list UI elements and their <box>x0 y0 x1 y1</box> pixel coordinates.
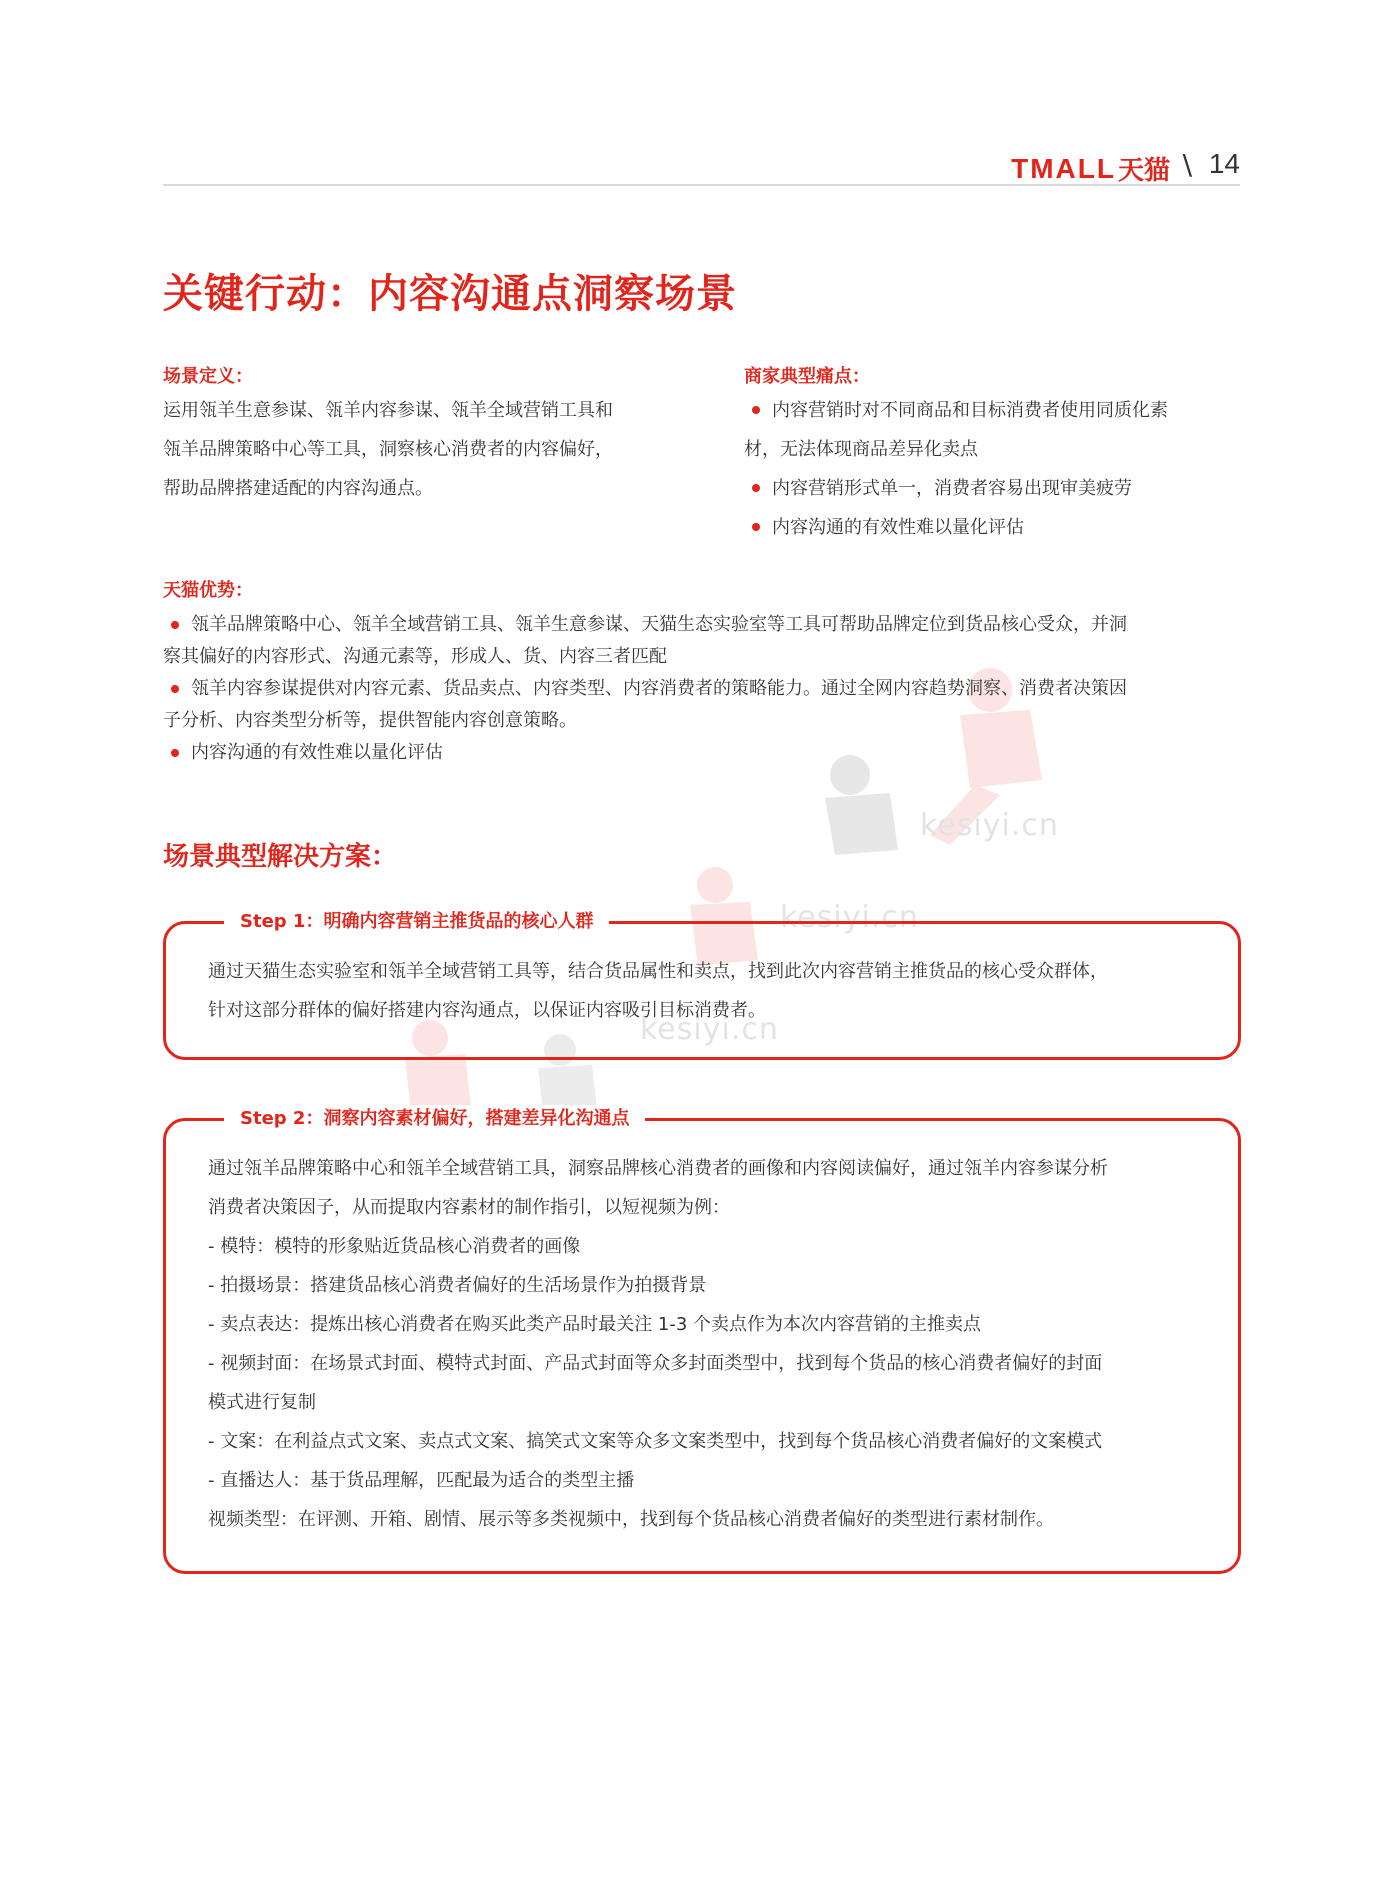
text-line: 内容营销形式单一，消费者容易出现审美疲劳 <box>772 478 1132 499</box>
solutions-title: 场景典型解决方案： <box>163 842 398 872</box>
bullet-dot-icon <box>171 621 179 629</box>
page-header <box>163 140 1240 186</box>
header-separator: \ <box>1182 148 1192 181</box>
watermark-text: kesiyi.cn <box>780 900 919 935</box>
watermark-text: kesiyi.cn <box>640 1012 779 1047</box>
list-item <box>163 737 1243 769</box>
brand-chinese: 天猫 <box>1117 156 1170 186</box>
bullet-dot-icon <box>752 523 760 531</box>
pain-points-list <box>744 391 1244 547</box>
text-line: - 直播达人：基于货品理解，匹配最为适合的类型主播 <box>208 1470 635 1491</box>
text-line: - 文案：在利益点式文案、卖点式文案、搞笑式文案等众多文案类型中，找到每个货品核心消费者偏好的文案模式 <box>208 1431 1103 1452</box>
watermark-text: kesiyi.cn <box>920 808 1059 843</box>
text-line: 针对这部分群体的偏好搭建内容沟通点，以保证内容吸引目标消费者。 <box>208 1000 766 1021</box>
text-line: 通过天猫生态实验室和瓴羊全域营销工具等，结合货品属性和卖点，找到此次内容营销主推货品的核心受众群体， <box>208 961 1108 982</box>
list-item <box>744 391 1244 469</box>
list-item <box>163 609 1243 673</box>
text-line: 材，无法体现商品差异化卖点 <box>744 439 978 460</box>
list-item <box>744 508 1244 547</box>
text-line: 帮助品牌搭建适配的内容沟通点。 <box>163 478 433 499</box>
bullet-dot-icon <box>171 749 179 757</box>
text-line: 内容沟通的有效性难以量化评估 <box>772 517 1024 538</box>
step-2-text <box>208 1149 1208 1539</box>
advantages-list <box>163 609 1243 769</box>
bullet-dot-icon <box>752 484 760 492</box>
text-line: 通过瓴羊品牌策略中心和瓴羊全域营销工具，洞察品牌核心消费者的画像和内容阅读偏好，通过瓴羊内容参谋分析 <box>208 1158 1108 1179</box>
text-line: 内容沟通的有效性难以量化评估 <box>191 742 443 763</box>
text-line: 瓴羊品牌策略中心、瓴羊全域营销工具、瓴羊生意参谋、天猫生态实验室等工具可帮助品牌定位到货品核心受众，并洞 <box>191 614 1127 635</box>
page-title: 关键行动：内容沟通点洞察场景 <box>163 271 737 317</box>
pain-points-title: 商家典型痛点： <box>744 366 870 387</box>
text-line: 察其偏好的内容形式、沟通元素等，形成人、货、内容三者匹配 <box>163 646 667 667</box>
text-line: - 视频封面：在场景式封面、模特式封面、产品式封面等众多封面类型中，找到每个货品的核心消费者偏好的封面 <box>208 1353 1103 1374</box>
bullet-dot-icon <box>752 406 760 414</box>
text-line: - 模特：模特的形象贴近货品核心消费者的画像 <box>208 1236 581 1257</box>
page-number: 14 <box>1208 148 1240 179</box>
text-line: 消费者决策因子，从而提取内容素材的制作指引，以短视频为例： <box>208 1197 730 1218</box>
step-1-text <box>208 952 1208 1030</box>
list-item <box>744 469 1244 508</box>
text-line: 运用瓴羊生意参谋、瓴羊内容参谋、瓴羊全域营销工具和 <box>163 400 613 421</box>
text-line: 内容营销时对不同商品和目标消费者使用同质化素 <box>772 400 1168 421</box>
advantages-title: 天猫优势： <box>163 580 253 601</box>
brand-latin: TMALL <box>1011 152 1116 184</box>
step-2-label: Step 2：洞察内容素材偏好，搭建差异化沟通点 <box>224 1105 645 1133</box>
text-line: 模式进行复制 <box>208 1392 316 1413</box>
brand-logo <box>1011 150 1170 187</box>
scene-definition-title: 场景定义： <box>163 366 253 387</box>
text-line: 子分析、内容类型分析等，提供智能内容创意策略。 <box>163 710 577 731</box>
step-1-label: Step 1：明确内容营销主推货品的核心人群 <box>224 908 609 936</box>
text-line: 视频类型：在评测、开箱、剧情、展示等多类视频中，找到每个货品核心消费者偏好的类型进行素材制作。 <box>208 1509 1054 1530</box>
scene-definition-text <box>163 391 723 508</box>
text-line: - 拍摄场景：搭建货品核心消费者偏好的生活场景作为拍摄背景 <box>208 1275 707 1296</box>
step-2-box <box>163 1108 1241 1574</box>
text-line: 瓴羊品牌策略中心等工具，洞察核心消费者的内容偏好， <box>163 439 613 460</box>
text-line: 瓴羊内容参谋提供对内容元素、货品卖点、内容类型、内容消费者的策略能力。通过全网内容趋势洞察、消费者决策因 <box>191 678 1127 699</box>
list-item <box>163 673 1243 737</box>
text-line: - 卖点表达：提炼出核心消费者在购买此类产品时最关注 1-3 个卖点作为本次内容营销的主推卖点 <box>208 1314 982 1335</box>
bullet-dot-icon <box>171 685 179 693</box>
